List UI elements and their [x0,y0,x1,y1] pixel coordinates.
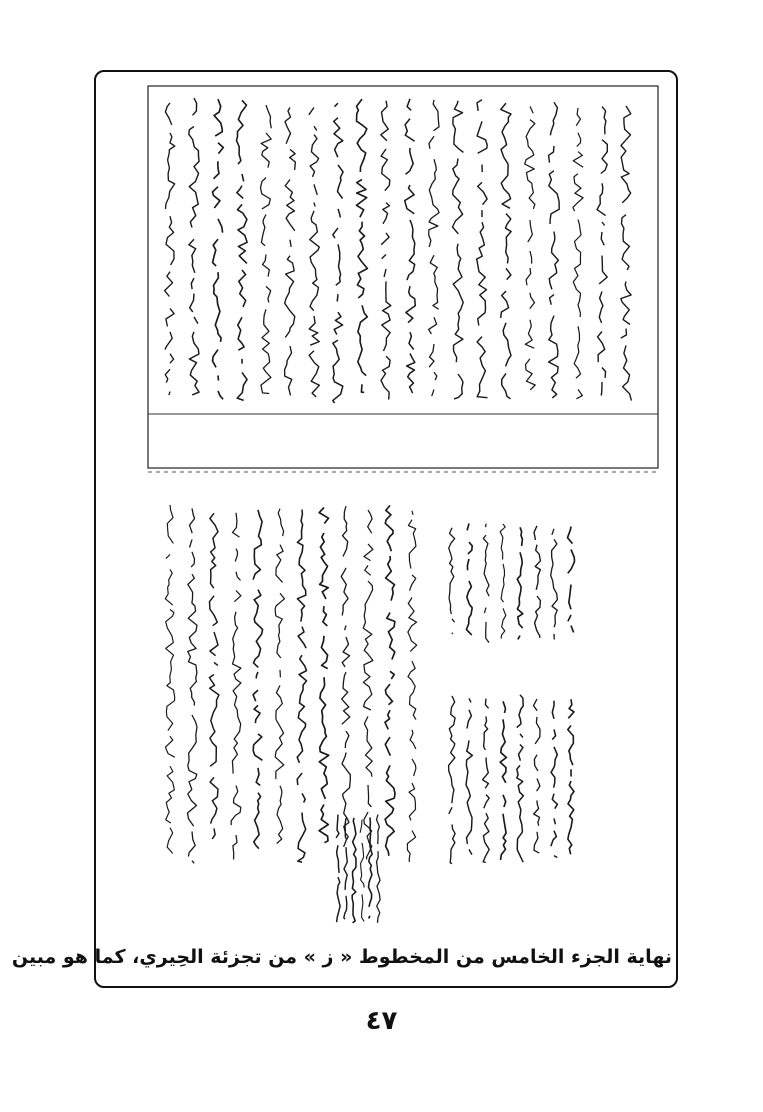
manuscript-note-line [517,527,523,642]
manuscript-line [385,505,395,855]
manuscript-line [341,506,350,849]
manuscript-margin-note [336,815,340,923]
manuscript-line [357,99,368,392]
manuscript-note-line [449,696,456,864]
manuscript-note-line [466,698,472,854]
manuscript-margin-note [360,820,364,922]
manuscript-line [525,106,536,399]
manuscript-line [253,510,263,849]
manuscript-margin-note [344,818,348,919]
manuscript-line [165,505,175,853]
manuscript-line [501,103,511,399]
manuscript-line [429,100,440,396]
manuscript-note-line [500,701,506,863]
manuscript-line [477,100,488,398]
manuscript-line [297,510,306,863]
manuscript-note-line [551,701,558,858]
manuscript-line [275,509,284,845]
manuscript-line [285,108,296,395]
manuscript-line [189,98,199,395]
manuscript-note-line [483,699,490,863]
manuscript-note-line [500,524,506,639]
manuscript-line [309,108,320,398]
manuscript-line [597,107,607,396]
manuscript-bottom-text [165,505,416,863]
manuscript-line [549,102,560,400]
manuscript-margin-note [352,818,356,923]
manuscript-top-text [165,98,632,403]
manuscript-note-line [568,699,574,854]
manuscript-note-line [466,524,472,636]
manuscript-image [112,84,662,934]
manuscript-margin-note [369,817,373,918]
manuscript-line [237,100,248,400]
manuscript-line [333,103,343,403]
manuscript-note-line [568,527,575,637]
manuscript-line [209,513,219,843]
manuscript-scan [112,84,662,934]
manuscript-margin-note [377,815,381,923]
manuscript-line [453,101,464,399]
manuscript-line [261,105,272,393]
manuscript-note-line [534,526,540,638]
manuscript-line [381,101,391,400]
page-number: ٤٧ [365,1006,398,1036]
manuscript-line [573,108,583,399]
manuscript-note-line [517,695,524,862]
manuscript-note-line [449,528,455,634]
manuscript-note-line [534,699,541,853]
manuscript-notes [336,524,574,923]
manuscript-line [165,103,175,397]
manuscript-top-border [148,86,658,468]
manuscript-line [407,511,416,862]
manuscript-line [621,106,632,401]
manuscript-line [363,510,373,859]
manuscript-note-line [551,529,558,643]
manuscript-line [231,513,241,860]
manuscript-line [319,508,329,843]
manuscript-line [405,99,416,393]
manuscript-note-line [483,524,489,643]
figure-caption: نهاية الجزء الخامس من المخطوط « ز » من تجزئة الحِيري، كما هو مبين [11,946,672,968]
manuscript-line [188,508,198,863]
manuscript-line [213,99,224,399]
